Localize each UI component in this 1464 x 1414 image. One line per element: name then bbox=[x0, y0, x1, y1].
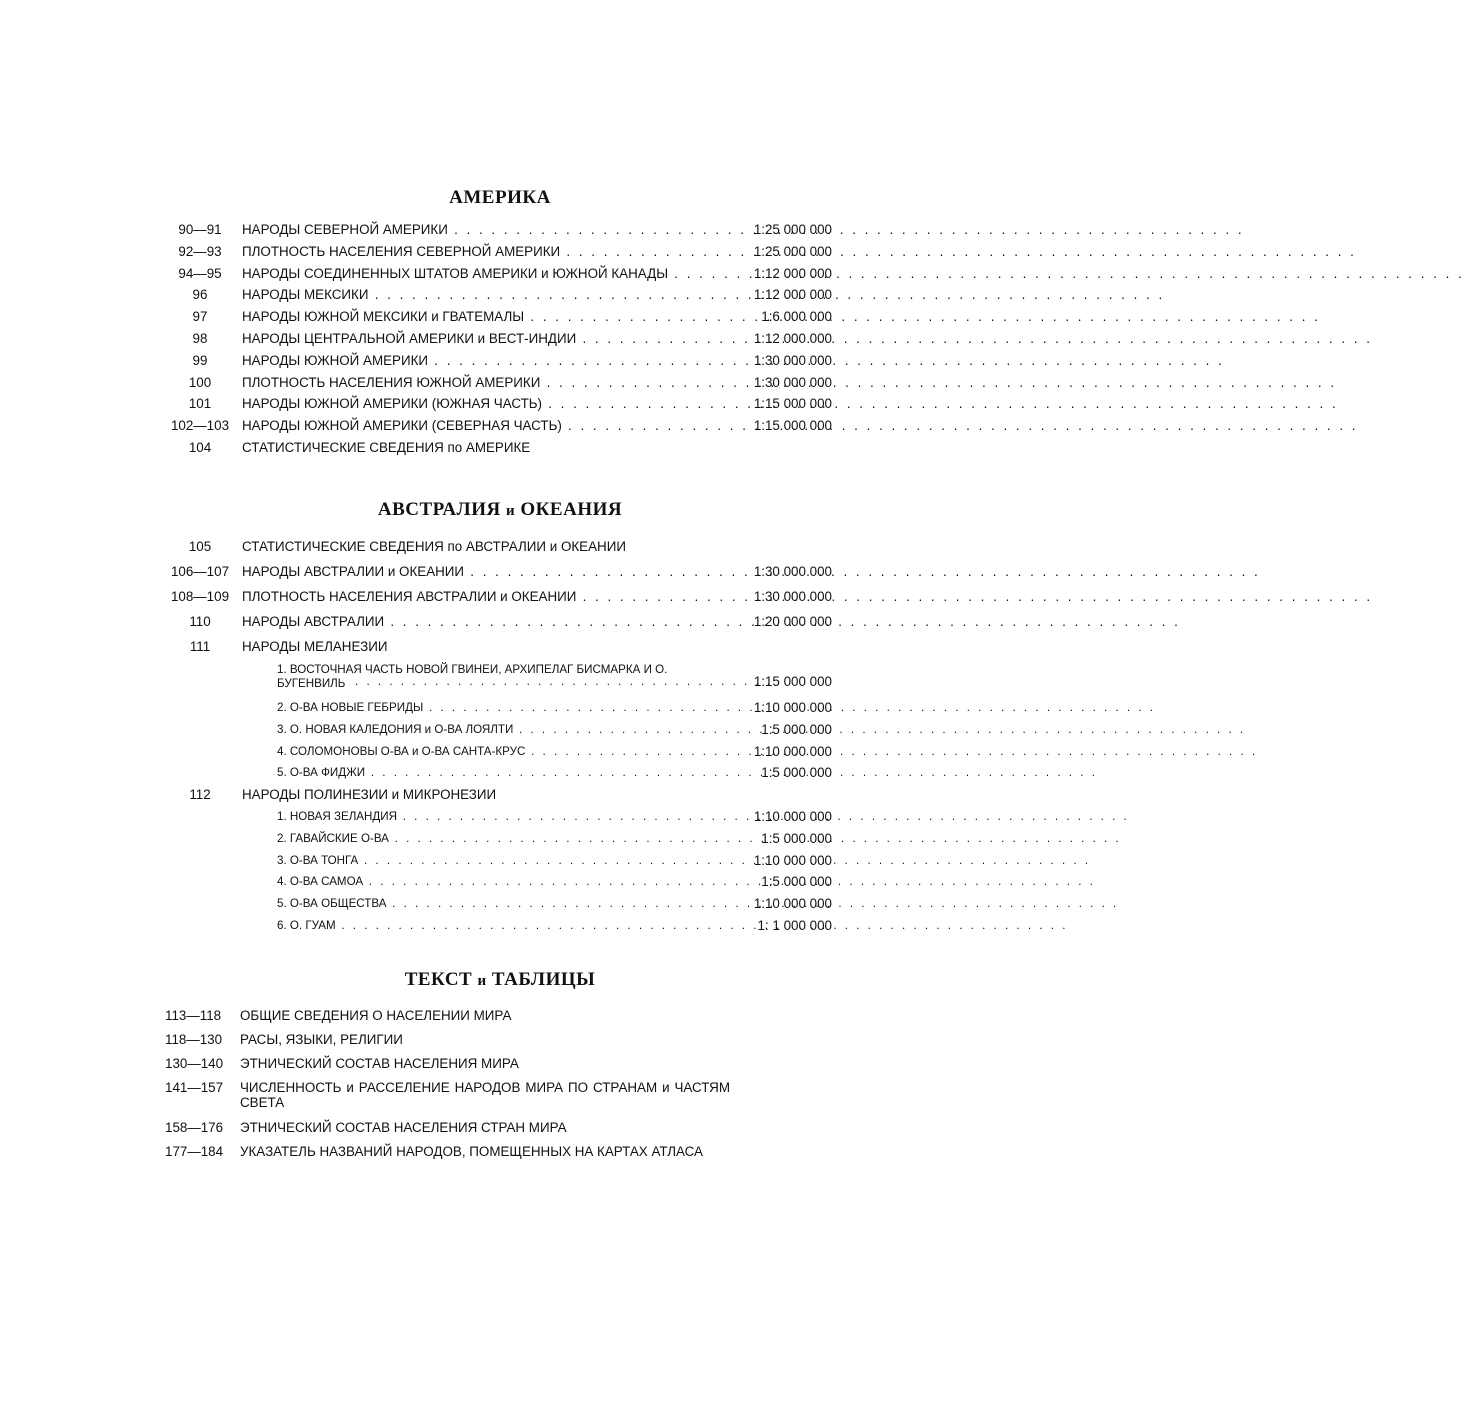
entry-title: 2. ГАВАЙСКИЕ О-ВА . . . bbox=[277, 828, 730, 850]
section-oceania bbox=[0, 496, 1000, 937]
entry-title: НАРОДЫ АВСТРАЛИИ . . . bbox=[242, 609, 730, 634]
entry-title: 4. О-ВА САМОА . . . bbox=[277, 871, 730, 893]
page-number: 101 bbox=[188, 396, 212, 412]
toc-subrow bbox=[0, 697, 1000, 719]
map-scale: 1:15 000 000 bbox=[753, 396, 832, 412]
entry-title: НАРОДЫ ПОЛИНЕЗИИ и МИКРОНЕЗИИ bbox=[242, 787, 497, 803]
page-number: 108—109 bbox=[170, 589, 230, 604]
page-number: 104 bbox=[188, 439, 212, 455]
entry-title: 5. О-ВА ФИДЖИ . . . bbox=[277, 762, 730, 784]
entry-title: НАРОДЫ СОЕДИНЕННЫХ ШТАТОВ АМЕРИКИ и ЮЖНОЙ КАНАДЫ . . . bbox=[242, 263, 730, 285]
page-number: 97 bbox=[192, 309, 208, 325]
map-scale: 1:5 000 000 bbox=[761, 721, 832, 737]
page-number: 106—107 bbox=[170, 564, 230, 579]
entry-title: ЭТНИЧЕСКИЙ СОСТАВ НАСЕЛЕНИЯ МИРА bbox=[240, 1056, 519, 1071]
toc-subrow bbox=[0, 806, 1000, 828]
entry-title: НАРОДЫ ЮЖНОЙ АМЕРИКИ (СЕВЕРНАЯ ЧАСТЬ) . . . bbox=[242, 415, 730, 437]
section-heading bbox=[0, 496, 1000, 524]
entry-title: НАРОДЫ ЮЖНОЙ АМЕРИКИ . . . bbox=[242, 350, 730, 372]
toc-row bbox=[0, 328, 1000, 350]
page-number: 112 bbox=[189, 787, 211, 803]
page-number: 90—91 bbox=[178, 222, 222, 237]
map-scale: 1:25 000 000 bbox=[753, 222, 832, 237]
toc-row bbox=[0, 559, 1000, 584]
entry-title: ПЛОТНОСТЬ НАСЕЛЕНИЯ ЮЖНОЙ АМЕРИКИ . . . bbox=[242, 372, 730, 394]
text-row bbox=[0, 1144, 1000, 1184]
toc-subrow bbox=[0, 915, 1000, 937]
map-scale: 1:30 000 000 bbox=[753, 589, 832, 604]
page-number: 102—103 bbox=[170, 418, 230, 434]
page-number: 105 bbox=[188, 539, 212, 554]
entry-title: НАРОДЫ ЮЖНОЙ МЕКСИКИ и ГВАТЕМАЛЫ . . . bbox=[242, 306, 730, 328]
toc-row bbox=[0, 784, 1000, 806]
map-scale: 1:30 000 000 bbox=[753, 564, 832, 579]
map-scale: 1:10 000 000 bbox=[753, 700, 832, 715]
map-scale: 1:6 000 000 bbox=[761, 309, 832, 325]
toc-row bbox=[0, 437, 1000, 459]
text-row bbox=[0, 1032, 1000, 1056]
toc-row bbox=[0, 534, 1000, 559]
page-number: 111 bbox=[189, 639, 211, 654]
toc-subrow bbox=[0, 741, 1000, 763]
toc-row bbox=[0, 350, 1000, 372]
entry-title: ОБЩИЕ СВЕДЕНИЯ О НАСЕЛЕНИИ МИРА bbox=[240, 1008, 512, 1023]
map-scale: 1: 1 000 000 bbox=[757, 917, 832, 933]
toc-subrow bbox=[0, 719, 1000, 741]
page-range: 118—130 bbox=[165, 1032, 223, 1047]
toc-row bbox=[0, 372, 1000, 394]
page-range: 141—157 bbox=[165, 1080, 224, 1095]
map-scale: 1:5 000 000 bbox=[761, 874, 832, 890]
entry-title: ПЛОТНОСТЬ НАСЕЛЕНИЯ АВСТРАЛИИ и ОКЕАНИИ . . . bbox=[242, 584, 730, 609]
entry-title: НАРОДЫ МЕКСИКИ . . . bbox=[242, 284, 730, 306]
toc-row bbox=[0, 306, 1000, 328]
entry-title: 4. СОЛОМОНОВЫ О-ВА и О-ВА САНТА-КРУС . . . bbox=[277, 741, 730, 763]
map-scale: 1:15 000 000 bbox=[753, 674, 832, 689]
entry-title: РАСЫ, ЯЗЫКИ, РЕЛИГИИ bbox=[240, 1032, 403, 1047]
toc-row bbox=[0, 241, 1000, 263]
leader-dots: . . . . . . . . . . . . . . . . . . . . . . . . . . . . . . . . . . . . . bbox=[355, 675, 773, 688]
section-text-tables bbox=[0, 966, 1000, 1184]
entry-title: 1. НОВАЯ ЗЕЛАНДИЯ . . . bbox=[277, 806, 730, 828]
text-row bbox=[0, 1056, 1000, 1080]
entry-title: НАРОДЫ ЦЕНТРАЛЬНОЙ АМЕРИКИ и ВЕСТ-ИНДИИ . . . bbox=[242, 328, 730, 350]
text-row bbox=[0, 1008, 1000, 1032]
entry-title: ПЛОТНОСТЬ НАСЕЛЕНИЯ СЕВЕРНОЙ АМЕРИКИ . . . bbox=[242, 241, 730, 263]
entry-title: 6. О. ГУАМ . . . bbox=[277, 915, 730, 937]
map-scale: 1:10 000 000 bbox=[753, 808, 832, 824]
page-range: 113—118 bbox=[165, 1008, 222, 1023]
heading-part: ТЕКСТ bbox=[404, 969, 473, 990]
page-number: 94—95 bbox=[178, 265, 222, 281]
page-range: 130—140 bbox=[165, 1056, 224, 1071]
toc-row bbox=[0, 284, 1000, 306]
entry-title: НАРОДЫ ЮЖНОЙ АМЕРИКИ (ЮЖНАЯ ЧАСТЬ) . . . bbox=[242, 393, 730, 415]
map-scale: 1:30 000 000 bbox=[753, 374, 832, 390]
text-row bbox=[0, 1120, 1000, 1144]
map-scale: 1:10 000 000 bbox=[753, 743, 832, 759]
map-scale: 1:20 000 000 bbox=[753, 614, 832, 629]
map-scale: 1:15 000 000 bbox=[753, 418, 832, 434]
toc-row bbox=[0, 263, 1000, 285]
page-range: 158—176 bbox=[165, 1120, 224, 1135]
toc-subrow bbox=[0, 871, 1000, 893]
section-america bbox=[0, 184, 1000, 459]
entry-title: 2. О-ВА НОВЫЕ ГЕБРИДЫ . . . bbox=[277, 697, 730, 719]
text-row bbox=[0, 1080, 1000, 1120]
entry-title: 3. О. НОВАЯ КАЛЕДОНИЯ и О-ВА ЛОЯЛТИ . . . bbox=[277, 719, 730, 741]
map-scale: 1:12 000 000 bbox=[753, 287, 832, 303]
toc-row bbox=[0, 219, 1000, 241]
toc-row bbox=[0, 393, 1000, 415]
entry-title: 3. О-ВА ТОНГА . . . bbox=[277, 850, 730, 872]
page-number: 110 bbox=[189, 614, 211, 629]
map-scale: 1:12 000 000 bbox=[753, 265, 832, 281]
toc-row bbox=[0, 415, 1000, 437]
heading-part: ТАБЛИЦЫ bbox=[491, 969, 596, 990]
map-scale: 1:25 000 000 bbox=[753, 243, 832, 259]
entry-title: НАРОДЫ СЕВЕРНОЙ АМЕРИКИ . . . bbox=[242, 219, 730, 241]
entry-title: ЭТНИЧЕСКИЙ СОСТАВ НАСЕЛЕНИЯ СТРАН МИРА bbox=[240, 1120, 567, 1135]
entry-title: УКАЗАТЕЛЬ НАЗВАНИЙ НАРОДОВ, ПОМЕЩЕННЫХ НА КАРТАХ АТЛАСА bbox=[240, 1144, 703, 1159]
toc-subrow bbox=[0, 850, 1000, 872]
entry-title: 1. ВОСТОЧНАЯ ЧАСТЬ НОВОЙ ГВИНЕИ, АРХИПЕЛАГ БИСМАРКА И О. БУГЕНВИЛЬ bbox=[277, 663, 668, 690]
map-scale: 1:5 000 000 bbox=[761, 830, 832, 846]
entry-title: СТАТИСТИЧЕСКИЕ СВЕДЕНИЯ по АВСТРАЛИИ и ОКЕАНИИ bbox=[242, 539, 626, 554]
map-scale: 1:12 000 000 bbox=[753, 330, 832, 346]
toc-row bbox=[0, 584, 1000, 609]
map-scale: 1:10 000 000 bbox=[753, 896, 832, 912]
entry-title: НАРОДЫ АВСТРАЛИИ и ОКЕАНИИ . . . bbox=[242, 559, 730, 584]
toc-subrow bbox=[0, 659, 1000, 697]
entry-title: 5. О-ВА ОБЩЕСТВА . . . bbox=[277, 893, 730, 915]
toc-subrow bbox=[0, 893, 1000, 915]
heading-conjunction: и bbox=[477, 973, 487, 989]
page-number: 92—93 bbox=[178, 243, 222, 259]
toc-subrow bbox=[0, 828, 1000, 850]
page-number: 100 bbox=[188, 374, 212, 390]
heading-part: ОКЕАНИЯ bbox=[520, 499, 623, 520]
entry-title: СТАТИСТИЧЕСКИЕ СВЕДЕНИЯ по АМЕРИКЕ bbox=[242, 439, 531, 455]
section-heading bbox=[0, 966, 1000, 994]
page-number: 99 bbox=[192, 352, 208, 368]
toc-row bbox=[0, 634, 1000, 659]
heading-part: АВСТРАЛИЯ bbox=[377, 499, 501, 520]
page-number: 96 bbox=[192, 287, 208, 303]
section-heading: АМЕРИКА bbox=[449, 187, 551, 208]
entry-title: НАРОДЫ МЕЛАНЕЗИИ bbox=[242, 639, 388, 654]
map-scale: 1:30 000 000 bbox=[753, 352, 832, 368]
toc-subrow bbox=[0, 762, 1000, 784]
heading-conjunction: и bbox=[505, 503, 516, 519]
map-scale: 1:5 000 000 bbox=[761, 765, 832, 781]
map-scale: 1:10 000 000 bbox=[753, 852, 832, 868]
entry-title: ЧИСЛЕННОСТЬ и РАССЕЛЕНИЕ НАРОДОВ МИРА ПО СТРАНАМ и ЧАСТЯМ СВЕТА bbox=[240, 1080, 730, 1110]
toc-row bbox=[0, 609, 1000, 634]
page-range: 177—184 bbox=[165, 1144, 224, 1159]
page-number: 98 bbox=[192, 330, 208, 346]
